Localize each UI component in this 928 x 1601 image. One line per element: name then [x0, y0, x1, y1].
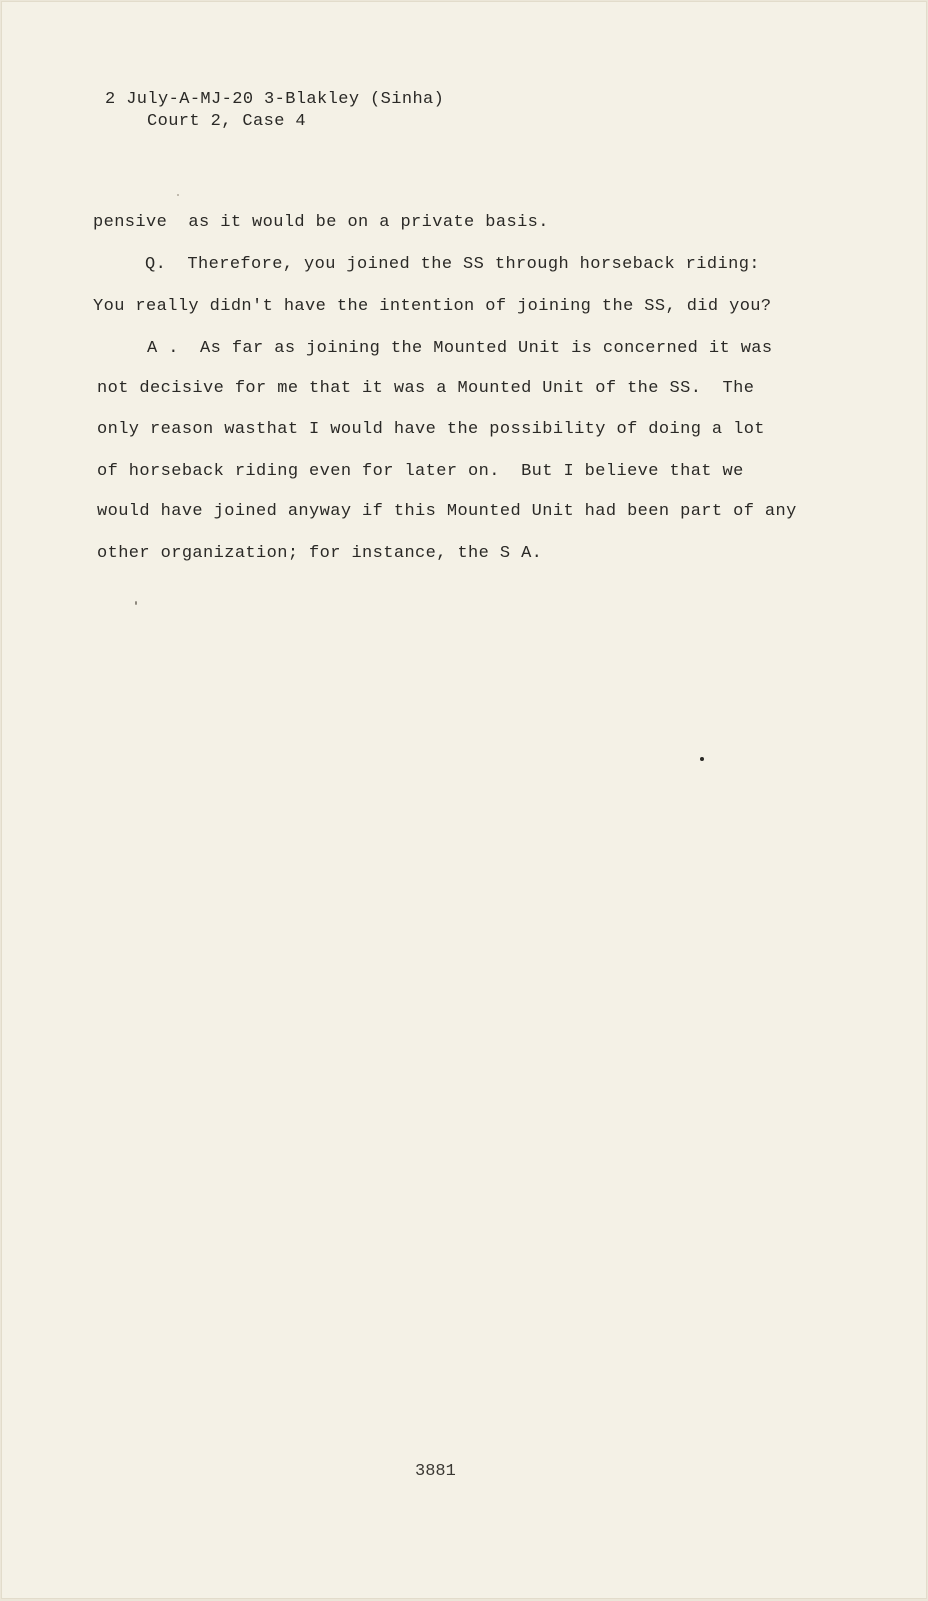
- page-number: 3881: [415, 1462, 456, 1481]
- document-header-line-2: Court 2, Case 4: [147, 112, 307, 131]
- transcript-line: not decisive for me that it was a Mounted Unit of the SS. The: [97, 379, 755, 398]
- transcript-line: only reason wasthat I would have the possibility of doing a lot: [97, 420, 765, 439]
- paper-speck: [700, 757, 704, 761]
- transcript-line: You really didn't have the intention of joining the SS, did you?: [93, 297, 772, 316]
- document-header-line-1: 2 July-A-MJ-20 3-Blakley (Sinha): [105, 90, 445, 109]
- transcript-line: A . As far as joining the Mounted Unit is concerned it was: [147, 339, 773, 358]
- document-page: [1, 1, 927, 1599]
- paper-speck: [177, 194, 179, 196]
- transcript-line: would have joined anyway if this Mounted Unit had been part of any: [97, 502, 797, 521]
- transcript-line: of horseback riding even for later on. But I believe that we: [97, 462, 744, 481]
- transcript-line: Q. Therefore, you joined the SS through horseback riding:: [145, 255, 760, 274]
- transcript-line: pensive as it would be on a private basis.: [93, 213, 549, 232]
- transcript-line: other organization; for instance, the S A.: [97, 544, 543, 563]
- paper-speck: [135, 601, 137, 605]
